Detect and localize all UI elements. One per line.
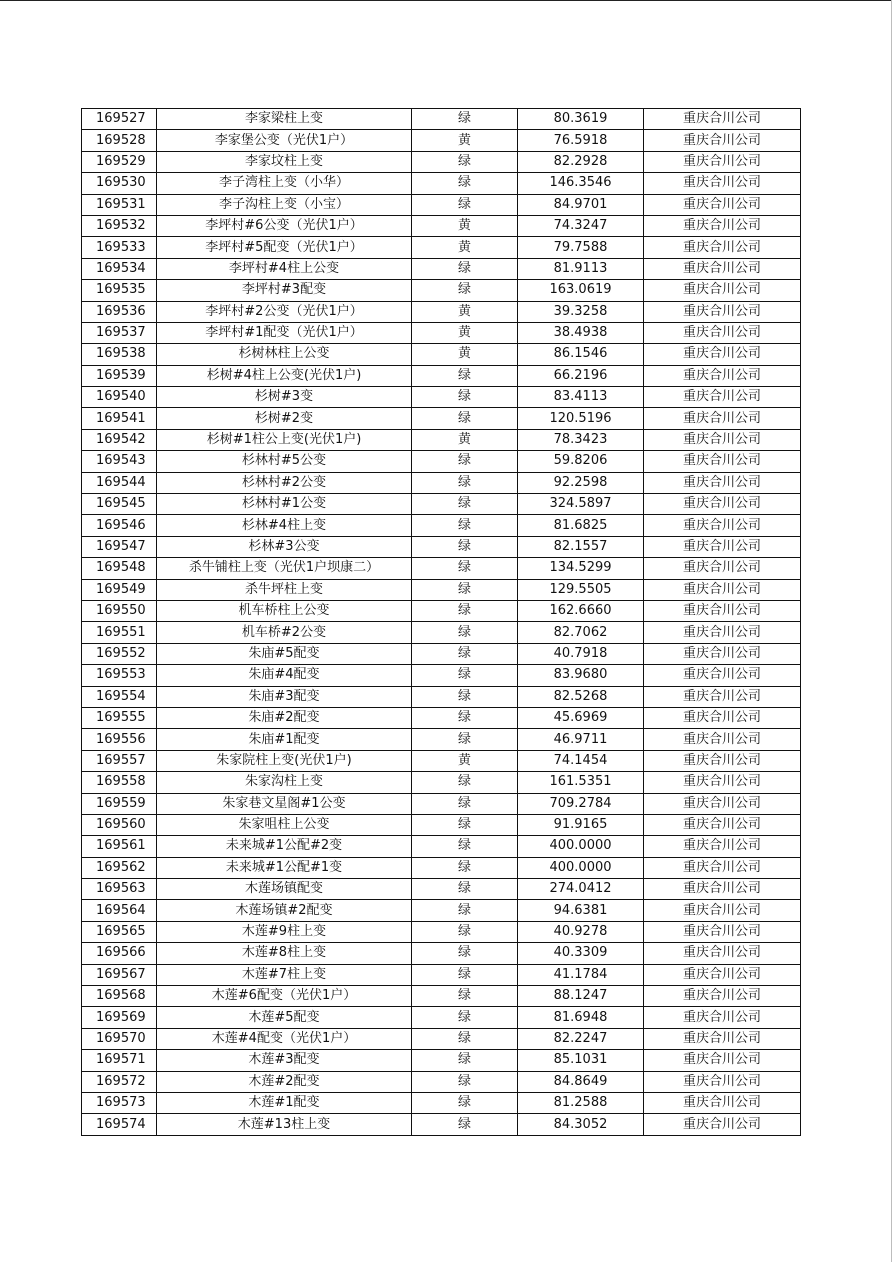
table-row (82, 472, 801, 493)
cell-id: 169562 (82, 857, 157, 878)
cell-value: 129.5505 (518, 579, 644, 600)
cell-value: 78.3423 (518, 429, 644, 450)
cell-value: 163.0619 (518, 280, 644, 301)
cell-id: 169563 (82, 879, 157, 900)
cell-status-color: 绿 (412, 686, 518, 707)
cell-id: 169536 (82, 301, 157, 322)
cell-company: 重庆合川公司 (644, 1114, 801, 1135)
table-row (82, 151, 801, 172)
cell-value: 324.5897 (518, 494, 644, 515)
table-row (82, 558, 801, 579)
table-row (82, 1028, 801, 1049)
table-row (82, 900, 801, 921)
cell-id: 169538 (82, 344, 157, 365)
cell-transformer-name: 朱家院柱上变(光伏1户) (157, 750, 412, 771)
cell-status-color: 绿 (412, 707, 518, 728)
cell-status-color: 绿 (412, 365, 518, 386)
cell-value: 400.0000 (518, 836, 644, 857)
cell-id: 169535 (82, 280, 157, 301)
table-row (82, 215, 801, 236)
cell-company: 重庆合川公司 (644, 301, 801, 322)
cell-status-color: 绿 (412, 1092, 518, 1113)
cell-value: 74.1454 (518, 750, 644, 771)
cell-value: 94.6381 (518, 900, 644, 921)
cell-status-color: 绿 (412, 857, 518, 878)
cell-company: 重庆合川公司 (644, 857, 801, 878)
cell-company: 重庆合川公司 (644, 729, 801, 750)
table-row (82, 1071, 801, 1092)
cell-value: 38.4938 (518, 322, 644, 343)
cell-value: 82.2247 (518, 1028, 644, 1049)
cell-id: 169559 (82, 793, 157, 814)
cell-transformer-name: 杀牛坪柱上变 (157, 579, 412, 600)
cell-value: 85.1031 (518, 1050, 644, 1071)
cell-transformer-name: 杀牛铺柱上变（光伏1户坝康二） (157, 558, 412, 579)
cell-transformer-name: 李子湾柱上变（小华） (157, 173, 412, 194)
cell-company: 重庆合川公司 (644, 515, 801, 536)
cell-status-color: 绿 (412, 173, 518, 194)
cell-transformer-name: 木莲#8柱上变 (157, 943, 412, 964)
cell-id: 169529 (82, 151, 157, 172)
cell-company: 重庆合川公司 (644, 707, 801, 728)
cell-status-color: 绿 (412, 1114, 518, 1135)
table-row (82, 1050, 801, 1071)
cell-status-color: 绿 (412, 964, 518, 985)
cell-transformer-name: 李家梁柱上变 (157, 109, 412, 130)
cell-status-color: 绿 (412, 814, 518, 835)
cell-company: 重庆合川公司 (644, 879, 801, 900)
cell-id: 169569 (82, 1007, 157, 1028)
cell-status-color: 黄 (412, 750, 518, 771)
cell-value: 79.7588 (518, 237, 644, 258)
cell-transformer-name: 木莲#5配变 (157, 1007, 412, 1028)
cell-id: 169547 (82, 536, 157, 557)
cell-company: 重庆合川公司 (644, 1007, 801, 1028)
cell-value: 82.5268 (518, 686, 644, 707)
cell-status-color: 绿 (412, 558, 518, 579)
table-row (82, 344, 801, 365)
cell-transformer-name: 机车桥#2公变 (157, 622, 412, 643)
cell-value: 83.9680 (518, 665, 644, 686)
cell-id: 169548 (82, 558, 157, 579)
cell-transformer-name: 木莲#3配变 (157, 1050, 412, 1071)
cell-transformer-name: 木莲场镇配变 (157, 879, 412, 900)
cell-transformer-name: 朱庙#3配变 (157, 686, 412, 707)
cell-company: 重庆合川公司 (644, 900, 801, 921)
cell-company: 重庆合川公司 (644, 258, 801, 279)
cell-transformer-name: 木莲#13柱上变 (157, 1114, 412, 1135)
cell-transformer-name: 杉树#4柱上公变(光伏1户) (157, 365, 412, 386)
table-row (82, 836, 801, 857)
table-row (82, 387, 801, 408)
cell-id: 169531 (82, 194, 157, 215)
cell-status-color: 黄 (412, 237, 518, 258)
cell-company: 重庆合川公司 (644, 814, 801, 835)
page-top-border (0, 0, 892, 1)
cell-value: 45.6969 (518, 707, 644, 728)
cell-transformer-name: 李子沟柱上变（小宝） (157, 194, 412, 215)
table-row (82, 814, 801, 835)
cell-status-color: 黄 (412, 301, 518, 322)
table-row (82, 1092, 801, 1113)
cell-value: 59.8206 (518, 451, 644, 472)
table-row (82, 772, 801, 793)
table-row (82, 600, 801, 621)
cell-value: 92.2598 (518, 472, 644, 493)
table-row (82, 365, 801, 386)
cell-status-color: 绿 (412, 494, 518, 515)
cell-company: 重庆合川公司 (644, 322, 801, 343)
cell-id: 169555 (82, 707, 157, 728)
cell-value: 81.9113 (518, 258, 644, 279)
cell-transformer-name: 木莲#4配变（光伏1户） (157, 1028, 412, 1049)
table-body (82, 109, 801, 1136)
cell-transformer-name: 李家堡公变（光伏1户） (157, 130, 412, 151)
cell-company: 重庆合川公司 (644, 1028, 801, 1049)
cell-value: 74.3247 (518, 215, 644, 236)
cell-value: 40.3309 (518, 943, 644, 964)
cell-status-color: 绿 (412, 387, 518, 408)
transformer-table (81, 108, 801, 1136)
cell-company: 重庆合川公司 (644, 387, 801, 408)
cell-company: 重庆合川公司 (644, 643, 801, 664)
cell-transformer-name: 李坪村#4柱上公变 (157, 258, 412, 279)
cell-company: 重庆合川公司 (644, 686, 801, 707)
cell-status-color: 绿 (412, 579, 518, 600)
cell-transformer-name: 朱家咀柱上公变 (157, 814, 412, 835)
cell-id: 169571 (82, 1050, 157, 1071)
cell-value: 82.1557 (518, 536, 644, 557)
cell-id: 169564 (82, 900, 157, 921)
cell-value: 91.9165 (518, 814, 644, 835)
cell-id: 169533 (82, 237, 157, 258)
cell-status-color: 绿 (412, 665, 518, 686)
cell-transformer-name: 朱庙#2配变 (157, 707, 412, 728)
cell-id: 169532 (82, 215, 157, 236)
table-row (82, 879, 801, 900)
cell-transformer-name: 杉树林柱上公变 (157, 344, 412, 365)
cell-transformer-name: 木莲#6配变（光伏1户） (157, 986, 412, 1007)
table-row (82, 130, 801, 151)
table-row (82, 408, 801, 429)
table-row (82, 793, 801, 814)
cell-company: 重庆合川公司 (644, 494, 801, 515)
cell-company: 重庆合川公司 (644, 1092, 801, 1113)
cell-id: 169572 (82, 1071, 157, 1092)
cell-status-color: 黄 (412, 429, 518, 450)
cell-id: 169565 (82, 921, 157, 942)
cell-value: 161.5351 (518, 772, 644, 793)
cell-id: 169554 (82, 686, 157, 707)
table-row (82, 622, 801, 643)
cell-company: 重庆合川公司 (644, 280, 801, 301)
cell-id: 169556 (82, 729, 157, 750)
cell-id: 169567 (82, 964, 157, 985)
cell-id: 169527 (82, 109, 157, 130)
cell-transformer-name: 杉树#2变 (157, 408, 412, 429)
cell-id: 169541 (82, 408, 157, 429)
cell-transformer-name: 木莲#7柱上变 (157, 964, 412, 985)
cell-company: 重庆合川公司 (644, 750, 801, 771)
cell-status-color: 黄 (412, 322, 518, 343)
cell-transformer-name: 朱庙#4配变 (157, 665, 412, 686)
cell-company: 重庆合川公司 (644, 964, 801, 985)
cell-status-color: 绿 (412, 622, 518, 643)
cell-id: 169537 (82, 322, 157, 343)
table-row (82, 322, 801, 343)
cell-status-color: 绿 (412, 536, 518, 557)
cell-transformer-name: 杉树#1柱公上变(光伏1户) (157, 429, 412, 450)
table-row (82, 707, 801, 728)
cell-company: 重庆合川公司 (644, 130, 801, 151)
cell-value: 86.1546 (518, 344, 644, 365)
table-row (82, 943, 801, 964)
cell-status-color: 绿 (412, 1050, 518, 1071)
cell-status-color: 绿 (412, 451, 518, 472)
cell-value: 81.2588 (518, 1092, 644, 1113)
cell-status-color: 绿 (412, 515, 518, 536)
cell-value: 46.9711 (518, 729, 644, 750)
table-row (82, 921, 801, 942)
cell-value: 66.2196 (518, 365, 644, 386)
cell-value: 120.5196 (518, 408, 644, 429)
table-row (82, 1114, 801, 1135)
cell-value: 84.9701 (518, 194, 644, 215)
cell-transformer-name: 未来城#1公配#1变 (157, 857, 412, 878)
cell-transformer-name: 李坪村#1配变（光伏1户） (157, 322, 412, 343)
cell-value: 40.7918 (518, 643, 644, 664)
cell-value: 40.9278 (518, 921, 644, 942)
cell-transformer-name: 李家坟柱上变 (157, 151, 412, 172)
cell-transformer-name: 杉树#3变 (157, 387, 412, 408)
cell-value: 274.0412 (518, 879, 644, 900)
cell-company: 重庆合川公司 (644, 344, 801, 365)
table-row (82, 729, 801, 750)
cell-value: 82.7062 (518, 622, 644, 643)
cell-value: 76.5918 (518, 130, 644, 151)
cell-status-color: 绿 (412, 793, 518, 814)
cell-transformer-name: 李坪村#2公变（光伏1户） (157, 301, 412, 322)
cell-transformer-name: 杉林村#2公变 (157, 472, 412, 493)
cell-company: 重庆合川公司 (644, 921, 801, 942)
cell-id: 169552 (82, 643, 157, 664)
cell-id: 169549 (82, 579, 157, 600)
cell-id: 169561 (82, 836, 157, 857)
cell-company: 重庆合川公司 (644, 1050, 801, 1071)
cell-id: 169539 (82, 365, 157, 386)
cell-company: 重庆合川公司 (644, 772, 801, 793)
cell-transformer-name: 李坪村#6公变（光伏1户） (157, 215, 412, 236)
cell-value: 709.2784 (518, 793, 644, 814)
table-row (82, 964, 801, 985)
cell-value: 80.3619 (518, 109, 644, 130)
cell-id: 169553 (82, 665, 157, 686)
cell-status-color: 绿 (412, 879, 518, 900)
cell-transformer-name: 李坪村#3配变 (157, 280, 412, 301)
table-row (82, 643, 801, 664)
table-row (82, 237, 801, 258)
cell-status-color: 绿 (412, 151, 518, 172)
cell-company: 重庆合川公司 (644, 215, 801, 236)
cell-id: 169540 (82, 387, 157, 408)
cell-transformer-name: 杉林#4柱上变 (157, 515, 412, 536)
cell-company: 重庆合川公司 (644, 793, 801, 814)
table-row (82, 857, 801, 878)
cell-transformer-name: 杉林#3公变 (157, 536, 412, 557)
cell-company: 重庆合川公司 (644, 194, 801, 215)
cell-company: 重庆合川公司 (644, 579, 801, 600)
cell-value: 146.3546 (518, 173, 644, 194)
cell-company: 重庆合川公司 (644, 151, 801, 172)
table-row (82, 515, 801, 536)
cell-status-color: 绿 (412, 194, 518, 215)
cell-transformer-name: 朱家巷文星阁#1公变 (157, 793, 412, 814)
cell-id: 169534 (82, 258, 157, 279)
cell-status-color: 黄 (412, 344, 518, 365)
cell-value: 83.4113 (518, 387, 644, 408)
cell-status-color: 绿 (412, 772, 518, 793)
cell-id: 169558 (82, 772, 157, 793)
cell-status-color: 黄 (412, 130, 518, 151)
table-row (82, 665, 801, 686)
cell-id: 169542 (82, 429, 157, 450)
cell-id: 169557 (82, 750, 157, 771)
cell-company: 重庆合川公司 (644, 365, 801, 386)
cell-company: 重庆合川公司 (644, 665, 801, 686)
cell-status-color: 绿 (412, 408, 518, 429)
cell-id: 169543 (82, 451, 157, 472)
table-row (82, 280, 801, 301)
cell-status-color: 绿 (412, 643, 518, 664)
cell-status-color: 绿 (412, 729, 518, 750)
cell-status-color: 绿 (412, 258, 518, 279)
table-row (82, 750, 801, 771)
table-row (82, 301, 801, 322)
cell-id: 169560 (82, 814, 157, 835)
cell-transformer-name: 木莲场镇#2配变 (157, 900, 412, 921)
table-row (82, 194, 801, 215)
cell-id: 169573 (82, 1092, 157, 1113)
cell-transformer-name: 李坪村#5配变（光伏1户） (157, 237, 412, 258)
cell-status-color: 绿 (412, 472, 518, 493)
cell-value: 84.3052 (518, 1114, 644, 1135)
cell-company: 重庆合川公司 (644, 943, 801, 964)
cell-transformer-name: 未来城#1公配#2变 (157, 836, 412, 857)
cell-transformer-name: 朱庙#5配变 (157, 643, 412, 664)
cell-company: 重庆合川公司 (644, 472, 801, 493)
table-row (82, 429, 801, 450)
cell-value: 81.6948 (518, 1007, 644, 1028)
cell-value: 88.1247 (518, 986, 644, 1007)
cell-status-color: 绿 (412, 900, 518, 921)
table-row (82, 536, 801, 557)
cell-value: 82.2928 (518, 151, 644, 172)
cell-id: 169544 (82, 472, 157, 493)
cell-transformer-name: 木莲#9柱上变 (157, 921, 412, 942)
cell-status-color: 黄 (412, 215, 518, 236)
cell-transformer-name: 机车桥柱上公变 (157, 600, 412, 621)
cell-transformer-name: 木莲#1配变 (157, 1092, 412, 1113)
cell-status-color: 绿 (412, 921, 518, 942)
cell-id: 169546 (82, 515, 157, 536)
cell-status-color: 绿 (412, 280, 518, 301)
cell-value: 41.1784 (518, 964, 644, 985)
table-row (82, 451, 801, 472)
cell-company: 重庆合川公司 (644, 536, 801, 557)
table-row (82, 1007, 801, 1028)
cell-transformer-name: 杉林村#1公变 (157, 494, 412, 515)
table-row (82, 686, 801, 707)
cell-company: 重庆合川公司 (644, 173, 801, 194)
table-row (82, 109, 801, 130)
table-row (82, 173, 801, 194)
cell-id: 169530 (82, 173, 157, 194)
cell-id: 169574 (82, 1114, 157, 1135)
cell-status-color: 绿 (412, 836, 518, 857)
cell-company: 重庆合川公司 (644, 836, 801, 857)
cell-status-color: 绿 (412, 1028, 518, 1049)
cell-company: 重庆合川公司 (644, 109, 801, 130)
table-row (82, 579, 801, 600)
cell-company: 重庆合川公司 (644, 451, 801, 472)
cell-id: 169570 (82, 1028, 157, 1049)
cell-value: 134.5299 (518, 558, 644, 579)
cell-id: 169545 (82, 494, 157, 515)
cell-value: 162.6660 (518, 600, 644, 621)
cell-value: 84.8649 (518, 1071, 644, 1092)
cell-company: 重庆合川公司 (644, 600, 801, 621)
table-row (82, 986, 801, 1007)
cell-id: 169528 (82, 130, 157, 151)
cell-company: 重庆合川公司 (644, 986, 801, 1007)
cell-status-color: 绿 (412, 986, 518, 1007)
table-row (82, 258, 801, 279)
cell-status-color: 绿 (412, 1071, 518, 1092)
cell-status-color: 绿 (412, 600, 518, 621)
cell-id: 169550 (82, 600, 157, 621)
cell-company: 重庆合川公司 (644, 429, 801, 450)
cell-status-color: 绿 (412, 1007, 518, 1028)
cell-transformer-name: 朱家沟柱上变 (157, 772, 412, 793)
cell-company: 重庆合川公司 (644, 558, 801, 579)
cell-id: 169568 (82, 986, 157, 1007)
cell-company: 重庆合川公司 (644, 408, 801, 429)
cell-company: 重庆合川公司 (644, 622, 801, 643)
cell-status-color: 绿 (412, 943, 518, 964)
cell-transformer-name: 朱庙#1配变 (157, 729, 412, 750)
cell-company: 重庆合川公司 (644, 237, 801, 258)
cell-transformer-name: 杉林村#5公变 (157, 451, 412, 472)
table-row (82, 494, 801, 515)
cell-transformer-name: 木莲#2配变 (157, 1071, 412, 1092)
cell-value: 39.3258 (518, 301, 644, 322)
cell-value: 81.6825 (518, 515, 644, 536)
cell-value: 400.0000 (518, 857, 644, 878)
cell-company: 重庆合川公司 (644, 1071, 801, 1092)
cell-status-color: 绿 (412, 109, 518, 130)
cell-id: 169566 (82, 943, 157, 964)
cell-id: 169551 (82, 622, 157, 643)
